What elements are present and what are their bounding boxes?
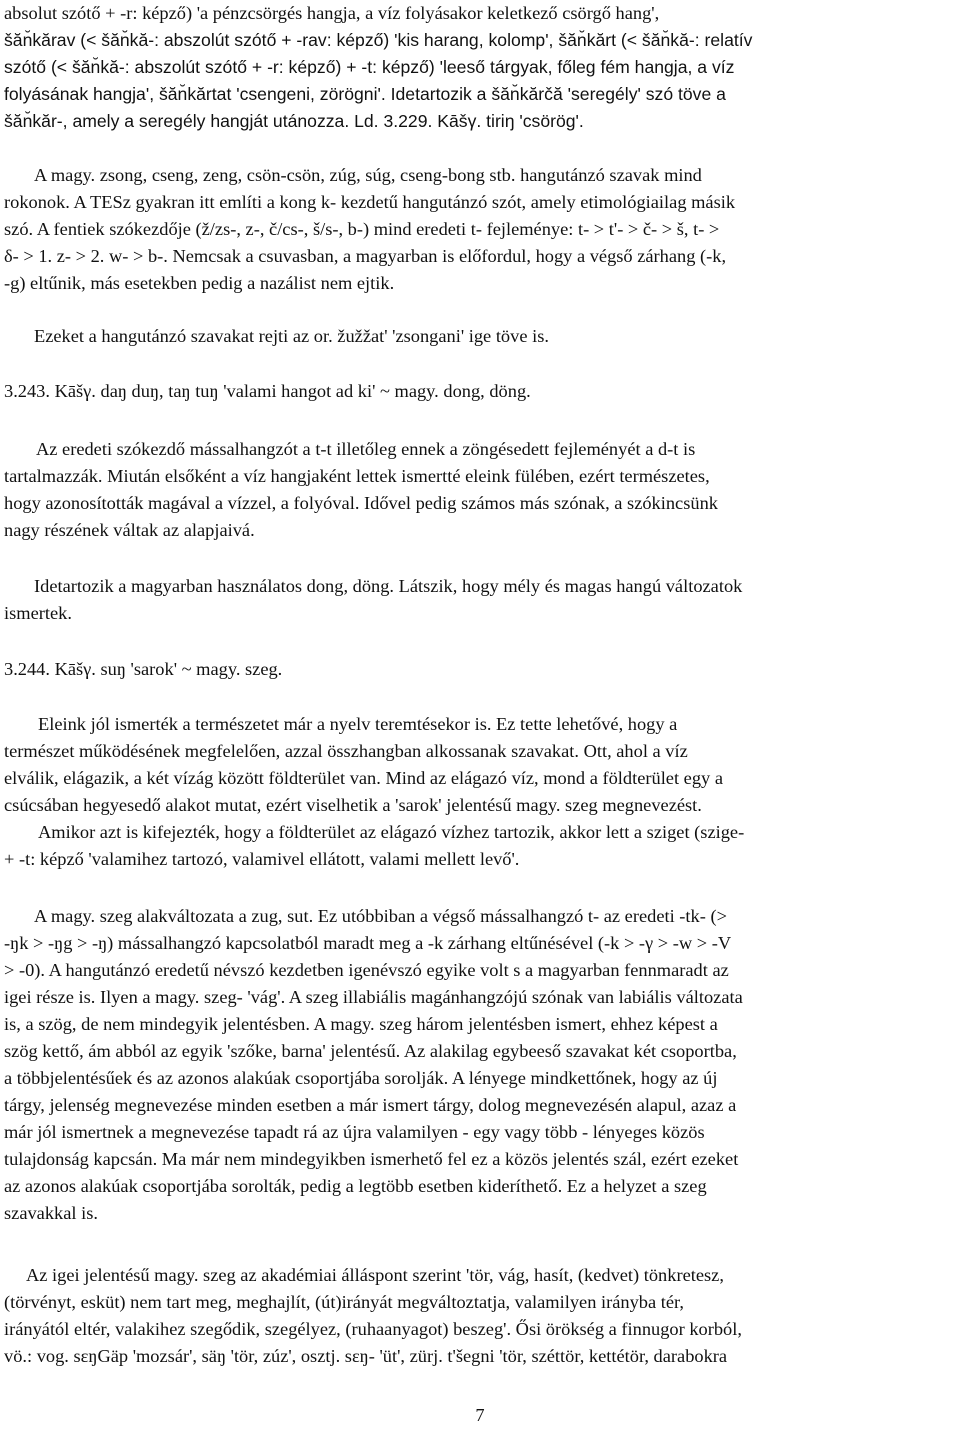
text-line: természet működésének megfelelően, azzal összhangban alkossanak szavakat. Ott, ahol a víz bbox=[4, 741, 688, 761]
text-line: már jól ismertnek a megnevezése tapadt rá az újra valamilyen - egy vagy több - lényeges közös bbox=[4, 1122, 705, 1142]
text-line: -g) eltűnik, más esetekben pedig a nazálist nem ejtik. bbox=[4, 273, 395, 293]
text-line: nagy részének váltak az alapjaivá. bbox=[4, 520, 255, 540]
text-line: + -t: képző 'valamihez tartozó, valamivel ellátott, valami mellett levő'. bbox=[4, 849, 520, 869]
text-line: 3.243. Kāšγ. daŋ duŋ, taŋ tuŋ 'valami hangot ad ki' ~ magy. dong, döng. bbox=[4, 381, 531, 401]
paragraph-nature-naming bbox=[4, 711, 956, 873]
text-line: tulajdonság kapcsán. Ma már nem mindegyikben ismerhető fel ez a közös jelentés szál, ezért ezeket bbox=[4, 1149, 739, 1169]
text-line: A magy. szeg alakváltozata a zug, sut. Ez utóbbiban a végső mássalhangzó t- az eredeti -tk- (> bbox=[34, 906, 727, 926]
text-line: Ezeket a hangutánzó szavakat rejti az or. žužžat' 'zsongani' ige töve is. bbox=[34, 326, 549, 346]
text-line: -ŋk > -ŋg > -ŋ) mássalhangzó kapcsolatból maradt meg a -k zárhang eltűnésével (-k > -γ > -w > -V bbox=[4, 933, 732, 953]
text-line: szó. A fentiek szókezdője (ž/zs-, z-, č/cs-, š/s-, b-) mind eredeti t- fejleménye: t- > t'- > č- > š, t- > bbox=[4, 219, 720, 239]
text-line: a többjelentésűek és az azonos alakúak csoportjába sorolják. A lényege mindkettőnek, hogy az új bbox=[4, 1068, 718, 1088]
text-line: Eleink jól ismerték a természetet már a nyelv teremtésekor is. Ez tette lehetővé, hogy a bbox=[38, 714, 678, 734]
text-line: hogy azonosították magával a vízzel, a folyóval. Idővel pedig számos más szónak, a szókincsünk bbox=[4, 493, 718, 513]
text-line: Az igei jelentésű magy. szeg az akadémiai álláspont szerint 'tör, vág, hasít, (kedvet) tönkretesz, bbox=[26, 1265, 724, 1285]
text-line: šăn̆kăr-, amely a seregély hangját utánozza. Ld. 3.229. Kāšγ. tiriŋ 'csörög'. bbox=[4, 111, 584, 131]
text-line: Idetartozik a magyarban használatos dong, döng. Látszik, hogy mély és magas hangú változatok bbox=[34, 576, 743, 596]
paragraph-russian-root bbox=[4, 323, 956, 350]
text-line: rokonok. A TESz gyakran itt említi a kong k- kezdetű hangutánzó szót, amely etimológiailag másik bbox=[4, 192, 736, 212]
text-line: szótő (< šăn̆kă-: abszolút szótő + -r: képző) + -t: képző) 'leeső tárgyak, főleg fém hangja, a víz bbox=[4, 57, 735, 77]
paragraph-magy-soundwords bbox=[4, 162, 956, 297]
text-line: Az eredeti szókezdő mássalhangzót a t-t illetőleg ennek a zöngésedett fejleményét a d-t is bbox=[36, 439, 696, 459]
text-line: vö.: vog. sεŋGäp 'mozsár', säŋ 'tör, zúz', osztj. sεŋ- 'üt', zürj. t'šegni 'tör, széttör, kettétör, darabokra bbox=[4, 1346, 728, 1366]
paragraph-szeg-variants bbox=[4, 903, 956, 1227]
text-line: (törvényt, esküt) nem tart meg, meghajlít, (út)irányát megváltoztatja, valamilyen irányba tér, bbox=[4, 1292, 684, 1312]
text-line: elválik, elágazik, a két vízág között földterület van. Mind az elágazó víz, mond a földterület egy a bbox=[4, 768, 723, 788]
text-line: csúcsában hegyesedő alakot mutat, ezért viselhetik a 'sarok' jelentésű magy. szeg megnevezést. bbox=[4, 795, 702, 815]
text-line: is, a szög, de nem mindegyik jelentésben. A magy. szeg három jelentésben ismert, ehhez képest a bbox=[4, 1014, 718, 1034]
text-line: ismertek. bbox=[4, 603, 72, 623]
text-line: tartalmazzák. Miután elsőként a víz hangjaként lettek ismertté eleink fülében, ezért természetes, bbox=[4, 466, 710, 486]
entry-heading-3-243 bbox=[4, 378, 956, 405]
paragraph-entry-continuation bbox=[4, 0, 956, 135]
entry-heading-3-244 bbox=[4, 656, 956, 683]
page-number: 7 bbox=[475, 1405, 485, 1425]
text-line: szavakkal is. bbox=[4, 1203, 98, 1223]
text-line: folyásának hangja', šăn̆kărtat 'csengeni, zörögni'. Idetartozik a šăn̆kărčă 'seregély' szó töve a bbox=[4, 84, 726, 104]
text-line: 3.244. Kāšγ. suŋ 'sarok' ~ magy. szeg. bbox=[4, 659, 283, 679]
text-line: Amikor azt is kifejezték, hogy a földterület az elágazó vízhez tartozik, akkor lett a sziget (szige- bbox=[38, 822, 745, 842]
text-line: > -0). A hangutánzó eredetű névszó kezdetben igenévszó egyike volt s a magyarban fennmaradt az bbox=[4, 960, 729, 980]
text-line: az azonos alakúak csoportjába sorolták, pedig a legtöbb esetben kideríthető. Ez a helyzet a szeg bbox=[4, 1176, 707, 1196]
text-line: irányától eltér, valakihez szegődik, szegélyez, (ruhaanyagot) beszeg'. Ősi örökség a finnugor korból, bbox=[4, 1319, 742, 1339]
text-line: igei része is. Ilyen a magy. szeg- 'vág'. A szeg illabiális magánhangzójú szónak van labiális változata bbox=[4, 987, 743, 1007]
text-line: szög kettő, ám abból az egyik 'szőke, barna' jelentésű. Az alakilag egybeeső szavakat két csoportba, bbox=[4, 1041, 737, 1061]
paragraph-dong-dong bbox=[4, 573, 956, 627]
text-line: tárgy, jelenség megnevezése minden esetben a már ismert tárgy, dolog megnevezésén alapul, azaz a bbox=[4, 1095, 737, 1115]
text-line: šăn̆kărav (< šăn̆kă-: abszolút szótő + -rav: képző) 'kis harang, kolomp', šăn̆kărt (< šăn̆kă-: relatív bbox=[4, 30, 753, 50]
text-line: absolut szótő + -r: képző) 'a pénzcsörgés hangja, a víz folyásakor keletkező csörgő hang', bbox=[4, 3, 660, 23]
text-line: A magy. zsong, cseng, zeng, csön-csön, zúg, súg, cseng-bong stb. hangutánzó szavak mind bbox=[34, 165, 702, 185]
text-line: δ- > 1. z- > 2. w- > b-. Nemcsak a csuvasban, a magyarban is előfordul, hogy a végső zárhang (-k, bbox=[4, 246, 727, 266]
paragraph-verbal-szeg bbox=[4, 1262, 956, 1370]
paragraph-initial-consonant bbox=[4, 436, 956, 544]
